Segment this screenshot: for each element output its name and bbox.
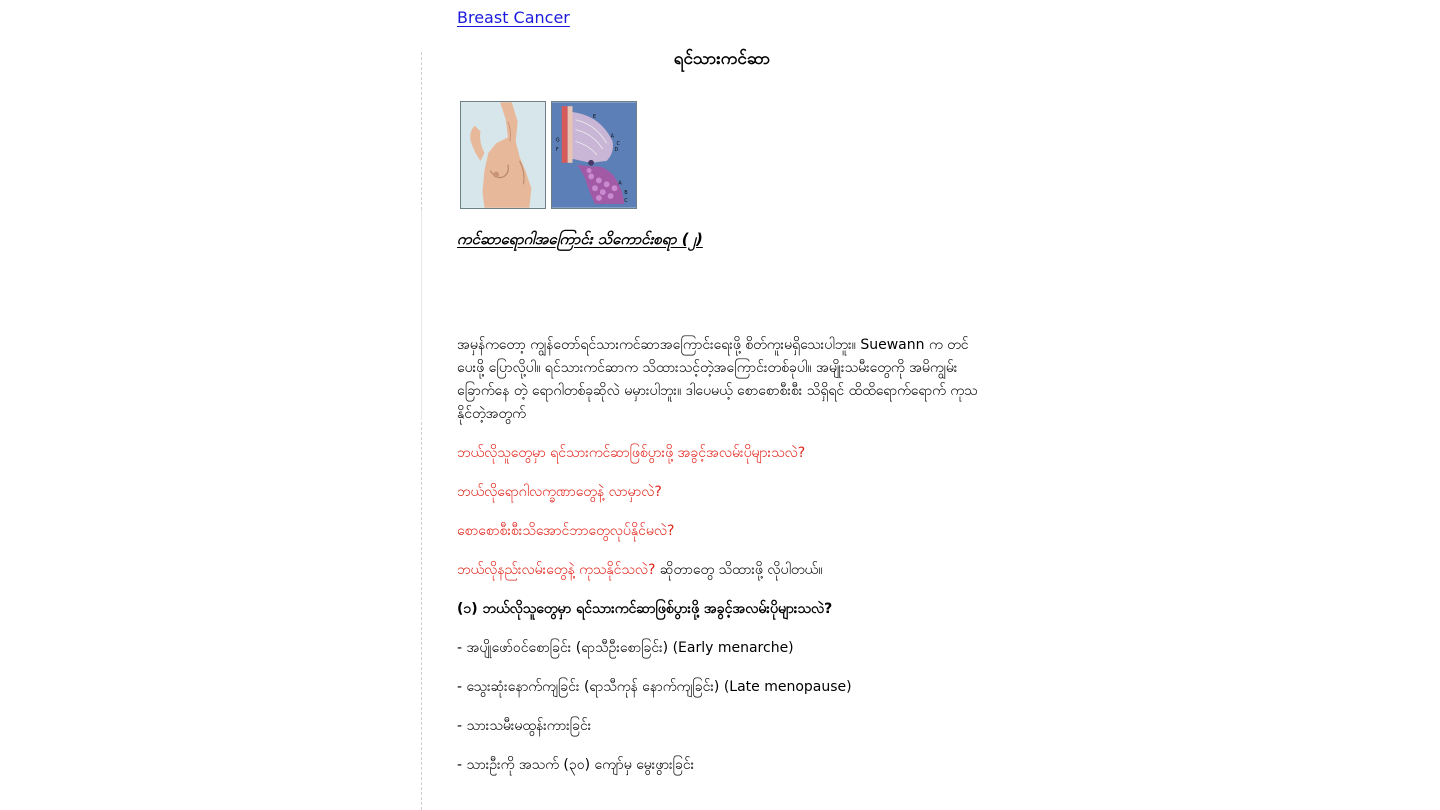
series-title: ကင်ဆာရောဂါအကြောင်း သိကောင်းစရာ (၂) (457, 230, 703, 248)
question-1: ဘယ်လိုသူတွေမှာ ရင်သားကင်ဆာဖြစ်ပွားဖို့ အခွင့်အလမ်းပိုများသလဲ? (457, 445, 806, 461)
svg-text:A: A (610, 133, 614, 140)
risk-item: - သားဦးကို အသက် (၃၀) ကျော်မှ မွေးဖွားခြင်း (457, 757, 695, 773)
section-1-heading: (၁) ဘယ်လိုသူတွေမှာ ရင်သားကင်ဆာဖြစ်ပွားဖို့ အခွင့်အလမ်းပိုများသလဲ? (457, 601, 833, 617)
breast-anatomy-diagram (551, 101, 637, 209)
question-4-red: ဘယ်လိုနည်းလမ်းတွေနဲ့ ကုသနိုင်သလဲ? (457, 562, 656, 578)
risk-item: - သွေးဆုံးနောက်ကျခြင်း (ရာသီကုန် နောက်ကျခြင်း) (Late menopause) (457, 679, 852, 695)
svg-text:F: F (555, 147, 559, 154)
article (457, 0, 987, 777)
question-4 (457, 559, 987, 582)
left-margin-rule-segment (421, 210, 422, 420)
figures-row (460, 101, 987, 211)
breast-self-exam-illustration (460, 101, 546, 209)
question-2: ဘယ်လိုရောဂါလက္ခဏာတွေနဲ့ လာမှာလဲ? (457, 484, 662, 500)
question-4-tail: ဆိုတာတွေ သိထားဖို့ လိုပါတယ်။ (655, 562, 823, 578)
svg-text:A: A (618, 180, 622, 187)
svg-text:C: C (616, 141, 620, 148)
question-3: စောစောစီးစီးသိအောင်ဘာတွေလုပ်နိုင်မလဲ? (457, 523, 675, 539)
left-margin-rule (421, 52, 422, 810)
risk-item: - အပျိုဖော်ဝင်စောခြင်း (ရာသီဦးစောခြင်း) (Early menarche) (457, 640, 794, 656)
page-title: ရင်သားကင်ဆာ (673, 49, 771, 69)
svg-text:B: B (624, 190, 628, 197)
intro-paragraph: အမှန်ကတော့ ကျွန်တော်ရင်သားကင်ဆာအကြောင်းရေးဖို့ စိတ်ကူးမရှိသေးပါဘူး။ Suewann က တင်ပေးဖို့ ပြောလို့ပါ။ ရင်သားကင်ဆာက သိထားသင့်တဲ့အကြောင်းတစ်ခုပါ။ အမျိုးသမီးတွေကို အမိကျွမ်းခြောက်နေ တဲ့ ရောဂါတစ်ခုဆိုလဲ မမှားပါဘူး။ ဒါပေမယ့် စောစောစီးစီး သိရှိရင် ထိထိရောက်ရောက် ကုသနိုင်တဲ့အတွက် (457, 337, 978, 422)
svg-text:D: D (614, 147, 619, 154)
risk-item: - သားသမီးမထွန်းကားခြင်း (457, 718, 592, 734)
svg-text:G: G (555, 137, 560, 144)
breast-cancer-link[interactable]: Breast Cancer (457, 8, 570, 27)
svg-text:E: E (593, 113, 597, 120)
svg-text:C: C (624, 197, 628, 204)
